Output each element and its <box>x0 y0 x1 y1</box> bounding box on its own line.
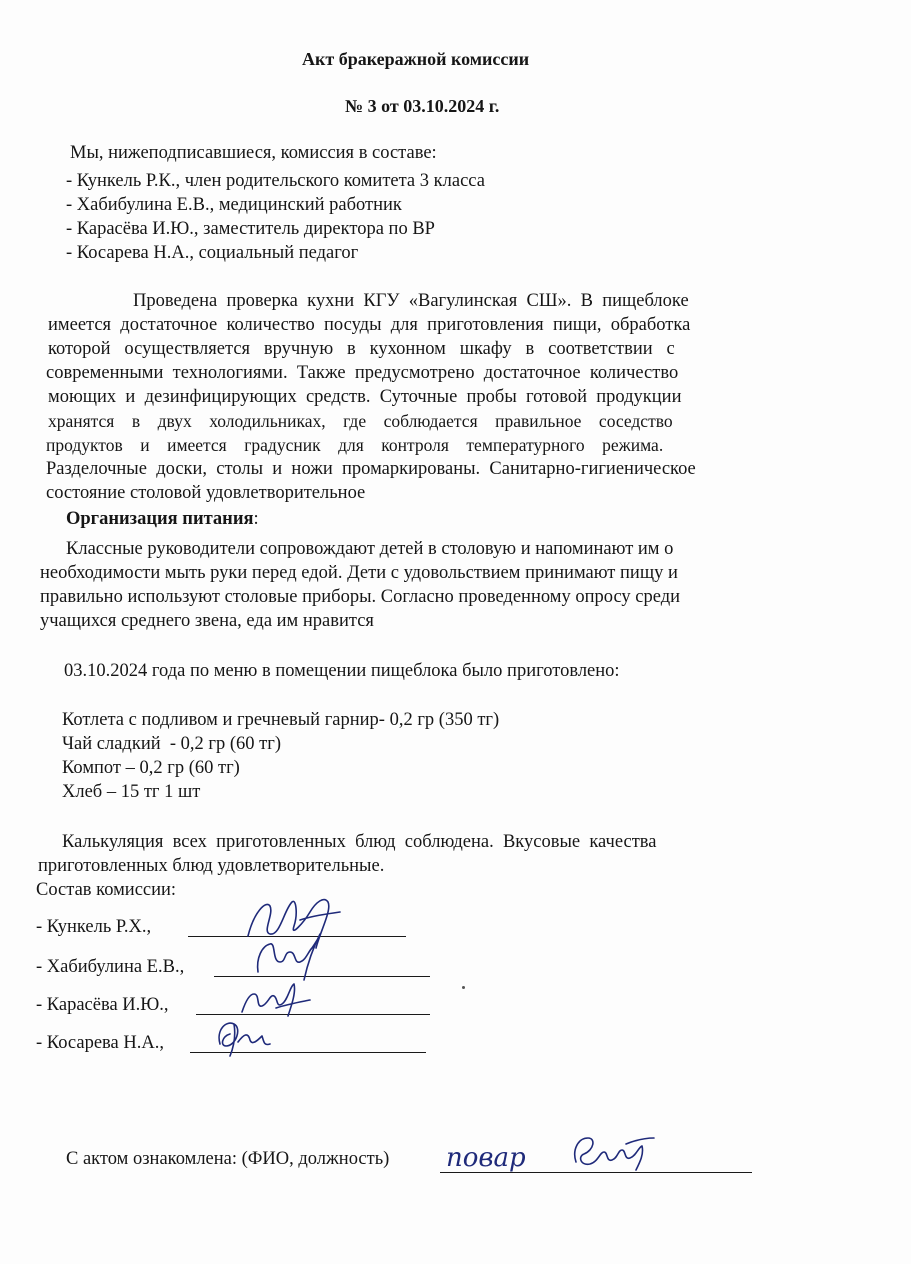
menu-item: Хлеб – 15 тг 1 шт <box>62 782 201 802</box>
menu-intro: 03.10.2024 года по меню в помещении пищеблока было приготовлено: <box>64 661 620 681</box>
inspection-line: моющих и дезинфицирующих средств. Суточные пробы готовой продукции <box>48 387 682 407</box>
member-line: - Карасёва И.Ю., заместитель директора по ВР <box>66 219 435 239</box>
inspection-line: Проведена проверка кухни КГУ «Вагулинская СШ». В пищеблоке <box>133 291 689 311</box>
menu-item: Компот – 0,2 гр (60 тг) <box>62 758 240 778</box>
signer-row: - Хабибулина Е.В., <box>36 957 185 977</box>
inspection-line: Разделочные доски, столы и ножи промаркированы. Санитарно-гигиеническое <box>46 459 696 479</box>
intro-lead: Мы, нижеподписавшиеся, комиссия в составе: <box>70 143 437 163</box>
menu-item: Чай сладкий - 0,2 гр (60 тг) <box>62 734 281 754</box>
nutrition-line: Классные руководители сопровождают детей в столовую и напоминают им о <box>66 539 674 559</box>
inspection-line: которой осуществляется вручную в кухонном шкафу в соответствии с <box>48 339 675 359</box>
cook-handwriting-text: повар <box>446 1143 526 1173</box>
document-number: № 3 от 03.10.2024 г. <box>345 96 500 116</box>
nutrition-heading-text: Организация питания <box>66 509 254 529</box>
inspection-line: имеется достаточное количество посуды для приготовления пищи, обработка <box>48 315 691 335</box>
member-line: - Хабибулина Е.В., медицинский работник <box>66 195 402 215</box>
inspection-line: современными технологиями. Также предусмотрено достаточное количество <box>46 363 679 383</box>
nutrition-line: учащихся среднего звена, еда им нравится <box>40 611 374 631</box>
conclusion-line: приготовленных блюд удовлетворительные. <box>38 856 385 876</box>
member-line: - Кункель Р.К., член родительского комитета 3 класса <box>66 171 485 191</box>
cook-signature <box>566 1132 656 1172</box>
menu-item: Котлета с подливом и гречневый гарнир- 0,2 гр (350 тг) <box>62 710 500 730</box>
acknowledgement-label: С актом ознакомлена: (ФИО, должность) <box>66 1149 390 1169</box>
member-line: - Косарева Н.А., социальный педагог <box>66 243 359 263</box>
inspection-line: хранятся в двух холодильниках, где соблюдается правильное соседство <box>48 411 673 431</box>
nutrition-heading <box>66 508 259 530</box>
signer-row: - Косарева Н.А., <box>36 1033 164 1053</box>
signer-row: - Карасёва И.Ю., <box>36 995 169 1015</box>
cook-handwriting <box>446 1138 556 1178</box>
nutrition-heading-colon: : <box>253 509 259 529</box>
inspection-line: продуктов и имеется градусник для контроля температурного режима. <box>46 435 664 455</box>
signer-row: - Кункель Р.Х., <box>36 917 152 937</box>
signature-kosareva <box>212 1014 274 1058</box>
nutrition-line: правильно используют столовые приборы. Согласно проведенному опросу среди <box>40 587 681 607</box>
conclusion-line: Калькуляция всех приготовленных блюд соблюдена. Вкусовые качества <box>62 832 657 852</box>
nutrition-line: необходимости мыть руки перед едой. Дети с удовольствием принимают пищу и <box>40 563 678 583</box>
commission-heading: Состав комиссии: <box>36 880 177 900</box>
paper-speck <box>462 986 465 989</box>
inspection-line: состояние столовой удовлетворительное <box>46 483 366 503</box>
document-title: Акт бракеражной комиссии <box>302 49 530 69</box>
